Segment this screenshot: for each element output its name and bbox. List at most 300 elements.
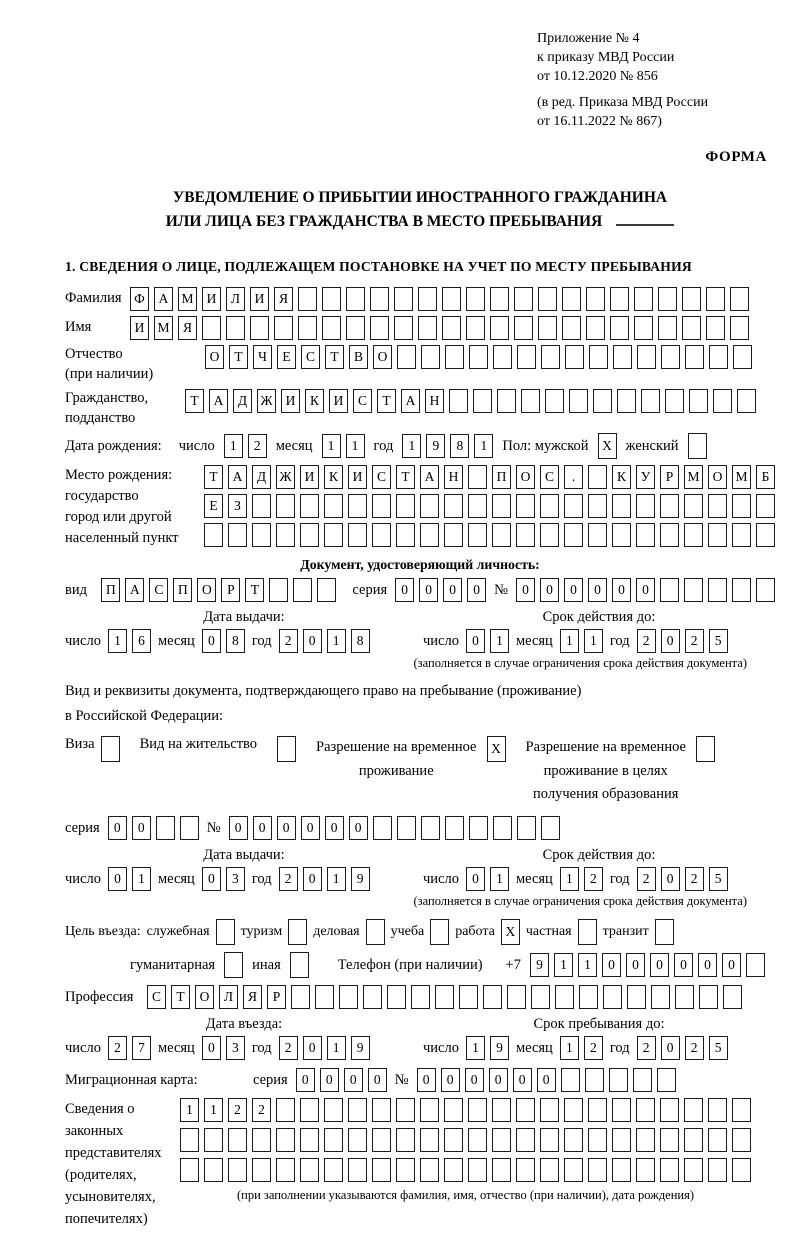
- char-box[interactable]: [651, 985, 670, 1009]
- char-box[interactable]: О: [373, 345, 392, 369]
- char-box[interactable]: [708, 494, 727, 518]
- char-box[interactable]: Т: [377, 389, 396, 413]
- char-box[interactable]: [322, 316, 341, 340]
- char-box[interactable]: [442, 287, 461, 311]
- temp-edu-checkbox[interactable]: [696, 736, 715, 762]
- char-box[interactable]: [675, 985, 694, 1009]
- char-box[interactable]: [603, 985, 622, 1009]
- char-box[interactable]: 0: [301, 816, 320, 840]
- char-box[interactable]: [660, 523, 679, 547]
- char-box[interactable]: .: [564, 465, 583, 489]
- char-box[interactable]: 1: [346, 434, 365, 458]
- char-box[interactable]: [665, 389, 684, 413]
- char-box[interactable]: [252, 523, 271, 547]
- char-box[interactable]: 5: [709, 629, 728, 653]
- char-box[interactable]: [468, 465, 487, 489]
- char-box[interactable]: [324, 1158, 343, 1182]
- char-box[interactable]: Е: [277, 345, 296, 369]
- char-box[interactable]: [612, 494, 631, 518]
- char-box[interactable]: [732, 1128, 751, 1152]
- char-box[interactable]: [418, 316, 437, 340]
- char-box[interactable]: Н: [444, 465, 463, 489]
- char-box[interactable]: 0: [661, 867, 680, 891]
- char-box[interactable]: [660, 578, 679, 602]
- char-box[interactable]: [421, 345, 440, 369]
- char-box[interactable]: 0: [513, 1068, 532, 1092]
- char-box[interactable]: [708, 1098, 727, 1122]
- char-box[interactable]: [540, 494, 559, 518]
- char-box[interactable]: [555, 985, 574, 1009]
- char-box[interactable]: К: [324, 465, 343, 489]
- purpose-study-checkbox[interactable]: [430, 919, 449, 945]
- char-box[interactable]: [562, 316, 581, 340]
- purpose-tourism-checkbox[interactable]: [288, 919, 307, 945]
- char-box[interactable]: [445, 816, 464, 840]
- char-box[interactable]: [588, 1098, 607, 1122]
- char-box[interactable]: [733, 345, 752, 369]
- char-box[interactable]: С: [301, 345, 320, 369]
- char-box[interactable]: А: [154, 287, 173, 311]
- char-box[interactable]: 0: [229, 816, 248, 840]
- char-box[interactable]: 0: [320, 1068, 339, 1092]
- char-box[interactable]: [564, 1158, 583, 1182]
- char-box[interactable]: [449, 389, 468, 413]
- char-box[interactable]: [483, 985, 502, 1009]
- char-box[interactable]: [373, 816, 392, 840]
- char-box[interactable]: 0: [602, 953, 621, 977]
- char-box[interactable]: [586, 287, 605, 311]
- char-box[interactable]: [579, 985, 598, 1009]
- char-box[interactable]: [708, 1158, 727, 1182]
- char-box[interactable]: Я: [243, 985, 262, 1009]
- char-box[interactable]: 1: [490, 867, 509, 891]
- char-box[interactable]: 9: [426, 434, 445, 458]
- sex-male-checkbox[interactable]: X: [598, 433, 617, 459]
- char-box[interactable]: [370, 287, 389, 311]
- char-box[interactable]: [468, 523, 487, 547]
- char-box[interactable]: [564, 523, 583, 547]
- char-box[interactable]: А: [401, 389, 420, 413]
- char-box[interactable]: [276, 523, 295, 547]
- char-box[interactable]: И: [130, 316, 149, 340]
- char-box[interactable]: [708, 1128, 727, 1152]
- char-box[interactable]: 0: [467, 578, 486, 602]
- char-box[interactable]: [497, 389, 516, 413]
- char-box[interactable]: 2: [252, 1098, 271, 1122]
- char-box[interactable]: [588, 1158, 607, 1182]
- char-box[interactable]: [180, 816, 199, 840]
- char-box[interactable]: [492, 1158, 511, 1182]
- char-box[interactable]: [660, 1098, 679, 1122]
- char-box[interactable]: Л: [219, 985, 238, 1009]
- char-box[interactable]: 0: [661, 1036, 680, 1060]
- char-box[interactable]: Ч: [253, 345, 272, 369]
- char-box[interactable]: [372, 523, 391, 547]
- char-box[interactable]: О: [205, 345, 224, 369]
- char-box[interactable]: [658, 316, 677, 340]
- char-box[interactable]: [411, 985, 430, 1009]
- char-box[interactable]: [348, 523, 367, 547]
- char-box[interactable]: [593, 389, 612, 413]
- char-box[interactable]: Т: [396, 465, 415, 489]
- char-box[interactable]: 0: [277, 816, 296, 840]
- char-box[interactable]: 1: [327, 1036, 346, 1060]
- char-box[interactable]: 0: [466, 867, 485, 891]
- char-box[interactable]: [541, 345, 560, 369]
- char-box[interactable]: [756, 523, 775, 547]
- char-box[interactable]: [706, 316, 725, 340]
- char-box[interactable]: [588, 465, 607, 489]
- char-box[interactable]: [708, 523, 727, 547]
- char-box[interactable]: Е: [204, 494, 223, 518]
- char-box[interactable]: [641, 389, 660, 413]
- char-box[interactable]: [540, 1098, 559, 1122]
- char-box[interactable]: О: [516, 465, 535, 489]
- char-box[interactable]: [545, 389, 564, 413]
- char-box[interactable]: 5: [709, 1036, 728, 1060]
- sex-female-checkbox[interactable]: [688, 433, 707, 459]
- char-box[interactable]: [684, 1098, 703, 1122]
- char-box[interactable]: [684, 523, 703, 547]
- char-box[interactable]: 0: [303, 629, 322, 653]
- char-box[interactable]: Л: [226, 287, 245, 311]
- char-box[interactable]: [468, 1098, 487, 1122]
- char-box[interactable]: 1: [466, 1036, 485, 1060]
- char-box[interactable]: [756, 494, 775, 518]
- char-box[interactable]: [394, 316, 413, 340]
- char-box[interactable]: С: [147, 985, 166, 1009]
- char-box[interactable]: Ж: [257, 389, 276, 413]
- purpose-business-checkbox[interactable]: [216, 919, 235, 945]
- char-box[interactable]: [339, 985, 358, 1009]
- char-box[interactable]: [397, 345, 416, 369]
- char-box[interactable]: Я: [274, 287, 293, 311]
- char-box[interactable]: А: [228, 465, 247, 489]
- char-box[interactable]: [612, 1158, 631, 1182]
- char-box[interactable]: [300, 1158, 319, 1182]
- char-box[interactable]: 1: [108, 629, 127, 653]
- char-box[interactable]: [300, 1128, 319, 1152]
- char-box[interactable]: [298, 287, 317, 311]
- char-box[interactable]: [444, 1128, 463, 1152]
- char-box[interactable]: 0: [674, 953, 693, 977]
- char-box[interactable]: [252, 1158, 271, 1182]
- char-box[interactable]: [372, 494, 391, 518]
- char-box[interactable]: 0: [537, 1068, 556, 1092]
- char-box[interactable]: [444, 1158, 463, 1182]
- char-box[interactable]: 1: [560, 867, 579, 891]
- char-box[interactable]: П: [173, 578, 192, 602]
- char-box[interactable]: 0: [202, 867, 221, 891]
- char-box[interactable]: [420, 1158, 439, 1182]
- char-box[interactable]: 0: [540, 578, 559, 602]
- char-box[interactable]: 2: [685, 629, 704, 653]
- char-box[interactable]: [202, 316, 221, 340]
- char-box[interactable]: 1: [327, 867, 346, 891]
- purpose-private-checkbox[interactable]: [578, 919, 597, 945]
- char-box[interactable]: [250, 316, 269, 340]
- char-box[interactable]: [706, 287, 725, 311]
- char-box[interactable]: [490, 287, 509, 311]
- char-box[interactable]: [660, 494, 679, 518]
- char-box[interactable]: 1: [554, 953, 573, 977]
- char-box[interactable]: М: [178, 287, 197, 311]
- char-box[interactable]: [732, 1098, 751, 1122]
- char-box[interactable]: 0: [722, 953, 741, 977]
- char-box[interactable]: [627, 985, 646, 1009]
- char-box[interactable]: [732, 1158, 751, 1182]
- char-box[interactable]: [442, 316, 461, 340]
- char-box[interactable]: 1: [584, 629, 603, 653]
- char-box[interactable]: [713, 389, 732, 413]
- char-box[interactable]: 0: [368, 1068, 387, 1092]
- char-box[interactable]: 1: [322, 434, 341, 458]
- char-box[interactable]: [293, 578, 312, 602]
- char-box[interactable]: 0: [489, 1068, 508, 1092]
- char-box[interactable]: [468, 1128, 487, 1152]
- char-box[interactable]: 0: [612, 578, 631, 602]
- char-box[interactable]: Б: [756, 465, 775, 489]
- char-box[interactable]: [492, 1128, 511, 1152]
- char-box[interactable]: [610, 316, 629, 340]
- char-box[interactable]: 0: [466, 629, 485, 653]
- char-box[interactable]: [610, 287, 629, 311]
- char-box[interactable]: 0: [419, 578, 438, 602]
- char-box[interactable]: [420, 1128, 439, 1152]
- char-box[interactable]: [324, 523, 343, 547]
- char-box[interactable]: М: [154, 316, 173, 340]
- char-box[interactable]: 1: [474, 434, 493, 458]
- visa-checkbox[interactable]: [101, 736, 120, 762]
- char-box[interactable]: [226, 316, 245, 340]
- char-box[interactable]: 0: [698, 953, 717, 977]
- char-box[interactable]: [444, 1098, 463, 1122]
- char-box[interactable]: 5: [709, 867, 728, 891]
- char-box[interactable]: Ж: [276, 465, 295, 489]
- char-box[interactable]: [396, 523, 415, 547]
- char-box[interactable]: [269, 578, 288, 602]
- char-box[interactable]: 2: [584, 1036, 603, 1060]
- char-box[interactable]: [394, 287, 413, 311]
- char-box[interactable]: [514, 287, 533, 311]
- char-box[interactable]: С: [149, 578, 168, 602]
- char-box[interactable]: [180, 1128, 199, 1152]
- char-box[interactable]: 2: [279, 629, 298, 653]
- char-box[interactable]: [466, 316, 485, 340]
- char-box[interactable]: 9: [351, 1036, 370, 1060]
- char-box[interactable]: 0: [202, 629, 221, 653]
- purpose-transit-checkbox[interactable]: [655, 919, 674, 945]
- char-box[interactable]: 1: [224, 434, 243, 458]
- char-box[interactable]: 8: [351, 629, 370, 653]
- char-box[interactable]: О: [195, 985, 214, 1009]
- char-box[interactable]: [469, 345, 488, 369]
- char-box[interactable]: [732, 523, 751, 547]
- char-box[interactable]: [370, 316, 389, 340]
- char-box[interactable]: [252, 1128, 271, 1152]
- char-box[interactable]: Д: [233, 389, 252, 413]
- char-box[interactable]: [276, 1098, 295, 1122]
- char-box[interactable]: 0: [636, 578, 655, 602]
- char-box[interactable]: Т: [245, 578, 264, 602]
- char-box[interactable]: Т: [171, 985, 190, 1009]
- char-box[interactable]: 0: [441, 1068, 460, 1092]
- char-box[interactable]: [661, 345, 680, 369]
- char-box[interactable]: Т: [204, 465, 223, 489]
- char-box[interactable]: [588, 523, 607, 547]
- char-box[interactable]: 1: [402, 434, 421, 458]
- char-box[interactable]: 1: [180, 1098, 199, 1122]
- char-box[interactable]: [396, 494, 415, 518]
- char-box[interactable]: 0: [661, 629, 680, 653]
- char-box[interactable]: Р: [660, 465, 679, 489]
- char-box[interactable]: [588, 494, 607, 518]
- char-box[interactable]: [732, 494, 751, 518]
- purpose-work-checkbox[interactable]: X: [501, 919, 520, 945]
- char-box[interactable]: А: [420, 465, 439, 489]
- char-box[interactable]: [276, 1128, 295, 1152]
- char-box[interactable]: [473, 389, 492, 413]
- char-box[interactable]: [538, 287, 557, 311]
- char-box[interactable]: 0: [303, 867, 322, 891]
- char-box[interactable]: [516, 1098, 535, 1122]
- char-box[interactable]: [699, 985, 718, 1009]
- char-box[interactable]: [180, 1158, 199, 1182]
- char-box[interactable]: [634, 316, 653, 340]
- char-box[interactable]: [324, 494, 343, 518]
- char-box[interactable]: 0: [132, 816, 151, 840]
- char-box[interactable]: [521, 389, 540, 413]
- char-box[interactable]: [228, 523, 247, 547]
- char-box[interactable]: 0: [564, 578, 583, 602]
- char-box[interactable]: 9: [351, 867, 370, 891]
- char-box[interactable]: К: [305, 389, 324, 413]
- char-box[interactable]: [589, 345, 608, 369]
- char-box[interactable]: Т: [325, 345, 344, 369]
- char-box[interactable]: [317, 578, 336, 602]
- char-box[interactable]: [514, 316, 533, 340]
- char-box[interactable]: [444, 494, 463, 518]
- char-box[interactable]: [660, 1158, 679, 1182]
- char-box[interactable]: [468, 494, 487, 518]
- char-box[interactable]: 2: [108, 1036, 127, 1060]
- char-box[interactable]: [276, 1158, 295, 1182]
- char-box[interactable]: [730, 316, 749, 340]
- char-box[interactable]: [633, 1068, 652, 1092]
- char-box[interactable]: [682, 287, 701, 311]
- char-box[interactable]: 0: [253, 816, 272, 840]
- char-box[interactable]: 2: [584, 867, 603, 891]
- char-box[interactable]: П: [492, 465, 511, 489]
- char-box[interactable]: [637, 345, 656, 369]
- char-box[interactable]: 2: [279, 1036, 298, 1060]
- char-box[interactable]: [156, 816, 175, 840]
- char-box[interactable]: 1: [204, 1098, 223, 1122]
- char-box[interactable]: Т: [185, 389, 204, 413]
- char-box[interactable]: [420, 494, 439, 518]
- char-box[interactable]: [732, 578, 751, 602]
- char-box[interactable]: [228, 1128, 247, 1152]
- char-box[interactable]: [689, 389, 708, 413]
- char-box[interactable]: [516, 1158, 535, 1182]
- char-box[interactable]: [372, 1128, 391, 1152]
- char-box[interactable]: [540, 1158, 559, 1182]
- char-box[interactable]: [466, 287, 485, 311]
- char-box[interactable]: [564, 494, 583, 518]
- char-box[interactable]: [613, 345, 632, 369]
- char-box[interactable]: [588, 1128, 607, 1152]
- char-box[interactable]: [459, 985, 478, 1009]
- char-box[interactable]: [684, 578, 703, 602]
- char-box[interactable]: [569, 389, 588, 413]
- char-box[interactable]: [493, 345, 512, 369]
- char-box[interactable]: М: [732, 465, 751, 489]
- char-box[interactable]: [634, 287, 653, 311]
- char-box[interactable]: [723, 985, 742, 1009]
- char-box[interactable]: П: [101, 578, 120, 602]
- char-box[interactable]: 8: [450, 434, 469, 458]
- purpose-other-checkbox[interactable]: [290, 952, 309, 978]
- char-box[interactable]: [531, 985, 550, 1009]
- char-box[interactable]: 0: [588, 578, 607, 602]
- char-box[interactable]: [396, 1128, 415, 1152]
- char-box[interactable]: [421, 816, 440, 840]
- char-box[interactable]: [585, 1068, 604, 1092]
- char-box[interactable]: [324, 1098, 343, 1122]
- char-box[interactable]: [636, 1158, 655, 1182]
- char-box[interactable]: [492, 523, 511, 547]
- char-box[interactable]: 0: [443, 578, 462, 602]
- char-box[interactable]: [636, 1098, 655, 1122]
- char-box[interactable]: [709, 345, 728, 369]
- char-box[interactable]: С: [353, 389, 372, 413]
- char-box[interactable]: [612, 1128, 631, 1152]
- char-box[interactable]: [348, 1128, 367, 1152]
- char-box[interactable]: 0: [325, 816, 344, 840]
- char-box[interactable]: [300, 1098, 319, 1122]
- char-box[interactable]: 0: [395, 578, 414, 602]
- char-box[interactable]: [315, 985, 334, 1009]
- char-box[interactable]: [445, 345, 464, 369]
- char-box[interactable]: 0: [516, 578, 535, 602]
- char-box[interactable]: [204, 1158, 223, 1182]
- char-box[interactable]: 2: [637, 629, 656, 653]
- char-box[interactable]: [274, 316, 293, 340]
- char-box[interactable]: [469, 816, 488, 840]
- char-box[interactable]: [730, 287, 749, 311]
- purpose-commercial-checkbox[interactable]: [366, 919, 385, 945]
- char-box[interactable]: О: [197, 578, 216, 602]
- char-box[interactable]: Р: [267, 985, 286, 1009]
- char-box[interactable]: [468, 1158, 487, 1182]
- char-box[interactable]: 7: [132, 1036, 151, 1060]
- char-box[interactable]: [348, 1158, 367, 1182]
- char-box[interactable]: [346, 287, 365, 311]
- char-box[interactable]: 1: [490, 629, 509, 653]
- char-box[interactable]: 2: [637, 867, 656, 891]
- char-box[interactable]: [685, 345, 704, 369]
- char-box[interactable]: [396, 1158, 415, 1182]
- char-box[interactable]: [507, 985, 526, 1009]
- char-box[interactable]: [658, 287, 677, 311]
- char-box[interactable]: 2: [279, 867, 298, 891]
- char-box[interactable]: [684, 494, 703, 518]
- char-box[interactable]: И: [250, 287, 269, 311]
- char-box[interactable]: 0: [108, 816, 127, 840]
- char-box[interactable]: [538, 316, 557, 340]
- char-box[interactable]: 0: [202, 1036, 221, 1060]
- char-box[interactable]: [540, 523, 559, 547]
